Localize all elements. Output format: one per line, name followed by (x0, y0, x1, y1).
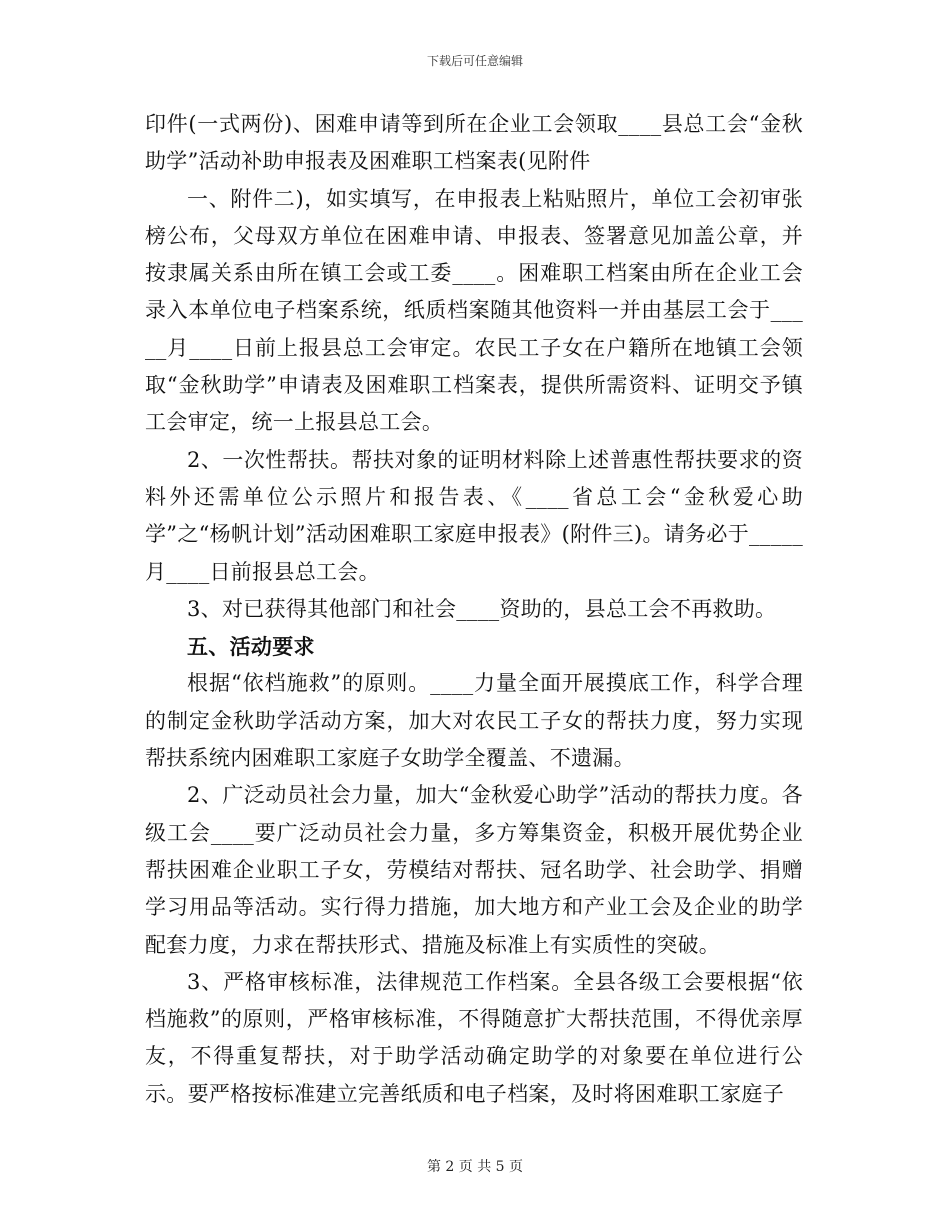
paragraph-strict-review: 3、严格审核标准，法律规范工作档案。全县各级工会要根据“依档施救”的原则，严格审核标准，不得随意扩大帮扶范围，不得优亲厚友，不得重复帮扶，对于助学活动确定助学的对象要在单位进行公示。要严格按标准建立完善纸质和电子档案，及时将困难职工家庭子 (145, 969, 803, 1106)
paragraph-continuation: 印件(一式两份)、困难申请等到所在企业工会领取____县总工会“金秋助学”活动补助申报表及困难职工档案表(见附件 (145, 112, 803, 174)
section-heading-activity-requirements: 五、活动要求 (187, 634, 315, 660)
paragraph-mobilize-social-forces: 2、广泛动员社会力量，加大“金秋爱心助学”活动的帮扶力度。各级工会____要广泛动员社会力量，多方筹集资金，积极开展优势企业帮扶困难企业职工子女，劳模结对帮扶、冠名助学、社会助学、捐赠学习用品等活动。实行得力措施，加大地方和产业工会及企业的助学配套力度，力求在帮扶形式、措施及标准上有实质性的突破。 (145, 783, 803, 957)
paragraph-one-time-aid: 2、一次性帮扶。帮扶对象的证明材料除上述普惠性帮扶要求的资料外还需单位公示照片和报告表、《____省总工会“金秋爱心助学”之“杨帆计划”活动困难职工家庭申报表》(附件三)。请务必于_____月____日前报县总工会。 (145, 447, 803, 584)
document-body (145, 106, 803, 1113)
paragraph-investigation-principle: 根据“依档施救”的原则。____力量全面开展摸底工作，科学合理的制定金秋助学活动方案，加大对农民工子女的帮扶力度，努力实现帮扶系统内困难职工家庭子女助学全覆盖、不遗漏。 (145, 671, 803, 771)
page-number-footer: 第 2 页 共 5 页 (426, 1159, 524, 1175)
paragraph-no-duplicate-aid: 3、对已获得其他部门和社会____资助的，县总工会不再救助。 (187, 596, 777, 621)
paragraph-attachment-instructions: 一、附件二)，如实填写，在申报表上粘贴照片，单位工会初审张榜公布，父母双方单位在困难申请、申报表、签署意见加盖公章，并按隶属关系由所在镇工会或工委____。困难职工档案由所在企业工会录入本单位电子档案系统，纸质档案随其他资料一并由基层工会于_____月____日前上报县总工会审定。农民工子女在户籍所在地镇工会领取“金秋助学”申请表及困难职工档案表，提供所需资料、证明交予镇工会审定，统一上报县总工会。 (145, 186, 803, 435)
page-header-note: 下载后可任意编辑 (426, 54, 523, 68)
